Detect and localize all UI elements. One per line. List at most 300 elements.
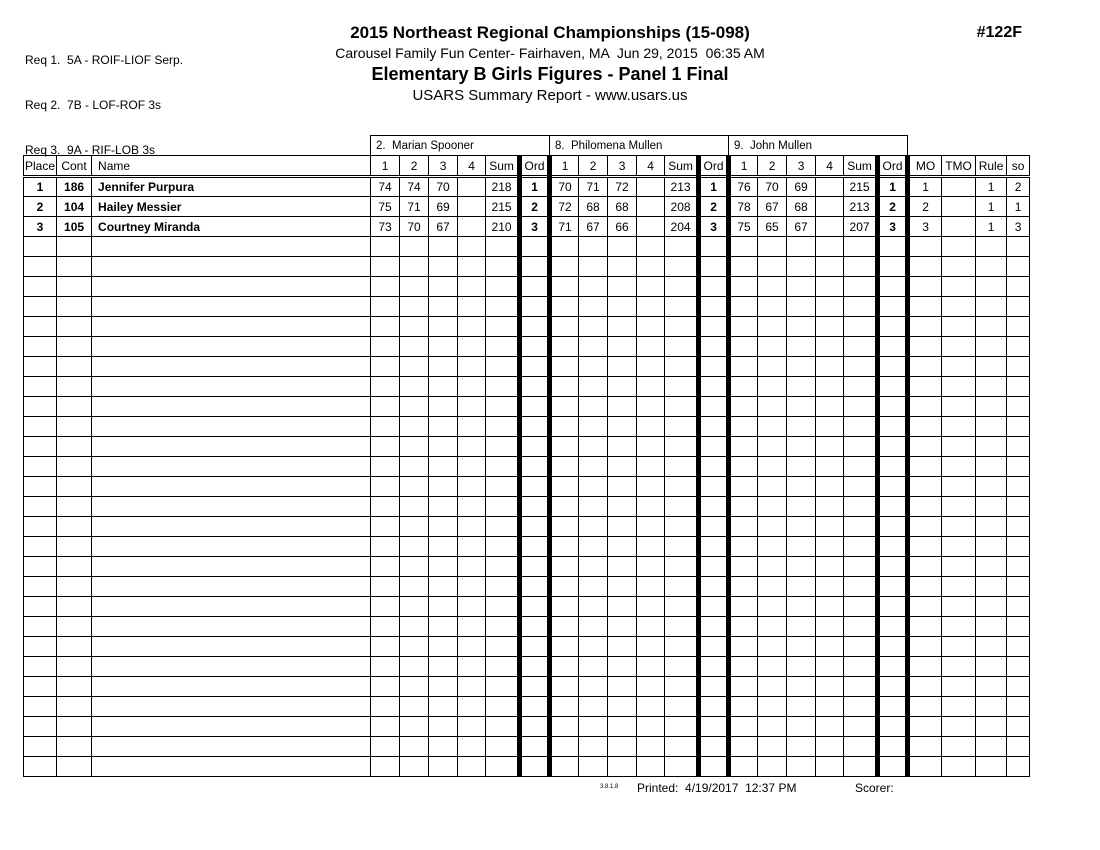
empty-cell <box>844 657 878 677</box>
column-header-judge3-sum: Sum <box>844 156 878 177</box>
empty-cell <box>400 597 429 617</box>
empty-cell <box>942 657 976 677</box>
empty-row <box>24 277 1030 297</box>
empty-cell <box>520 417 550 437</box>
empty-row <box>24 737 1030 757</box>
empty-cell <box>637 237 665 257</box>
empty-cell <box>976 257 1007 277</box>
empty-row <box>24 397 1030 417</box>
empty-cell <box>371 397 400 417</box>
empty-cell <box>400 497 429 517</box>
empty-cell <box>758 657 787 677</box>
empty-cell <box>550 297 579 317</box>
empty-cell <box>579 357 608 377</box>
empty-cell <box>400 557 429 577</box>
empty-cell <box>699 437 729 457</box>
empty-cell <box>92 237 371 257</box>
empty-cell <box>579 637 608 657</box>
empty-cell <box>665 457 699 477</box>
empty-row <box>24 697 1030 717</box>
empty-cell <box>579 557 608 577</box>
column-header-place: Place <box>24 156 57 177</box>
empty-cell <box>787 537 816 557</box>
empty-cell <box>1007 697 1030 717</box>
requirement-line-2: Req 2. 7B - LOF-ROF 3s <box>25 98 162 112</box>
empty-row <box>24 477 1030 497</box>
empty-cell <box>787 757 816 777</box>
empty-cell <box>57 377 92 397</box>
score-cell: 71 <box>579 177 608 197</box>
empty-cell <box>57 397 92 417</box>
empty-cell <box>665 657 699 677</box>
empty-cell <box>758 377 787 397</box>
empty-cell <box>1007 457 1030 477</box>
empty-cell <box>24 277 57 297</box>
empty-cell <box>24 397 57 417</box>
empty-cell <box>608 597 637 617</box>
empty-cell <box>579 577 608 597</box>
empty-cell <box>92 617 371 637</box>
ordinal-cell: 1 <box>878 177 908 197</box>
empty-cell <box>816 637 844 657</box>
empty-cell <box>486 477 520 497</box>
empty-cell <box>458 637 486 657</box>
empty-cell <box>57 277 92 297</box>
score-cell: 67 <box>579 217 608 237</box>
empty-cell <box>24 377 57 397</box>
empty-cell <box>458 497 486 517</box>
empty-row <box>24 717 1030 737</box>
empty-cell <box>57 297 92 317</box>
empty-cell <box>699 537 729 557</box>
empty-cell <box>400 457 429 477</box>
empty-cell <box>699 737 729 757</box>
empty-cell <box>637 497 665 517</box>
empty-cell <box>486 297 520 317</box>
empty-cell <box>24 457 57 477</box>
empty-cell <box>92 657 371 677</box>
empty-cell <box>729 377 758 397</box>
empty-cell <box>24 737 57 757</box>
judge-name-label: 8. Philomena Mullen <box>550 136 729 156</box>
empty-cell <box>787 637 816 657</box>
empty-cell <box>429 657 458 677</box>
empty-cell <box>878 597 908 617</box>
empty-cell <box>429 357 458 377</box>
ordinal-cell: 3 <box>878 217 908 237</box>
empty-cell <box>486 737 520 757</box>
empty-cell <box>24 657 57 677</box>
score-cell: 75 <box>729 217 758 237</box>
empty-cell <box>24 317 57 337</box>
empty-cell <box>458 337 486 357</box>
empty-cell <box>942 757 976 777</box>
empty-cell <box>371 497 400 517</box>
empty-cell <box>637 617 665 637</box>
empty-cell <box>400 617 429 637</box>
score-cell: 70 <box>429 177 458 197</box>
empty-cell <box>758 337 787 357</box>
empty-cell <box>550 337 579 357</box>
column-header-tmo: TMO <box>942 156 976 177</box>
empty-cell <box>758 237 787 257</box>
empty-cell <box>400 437 429 457</box>
empty-cell <box>908 277 942 297</box>
empty-cell <box>57 337 92 357</box>
empty-cell <box>371 537 400 557</box>
empty-cell <box>24 357 57 377</box>
empty-cell <box>486 697 520 717</box>
empty-cell <box>844 277 878 297</box>
empty-cell <box>486 457 520 477</box>
empty-cell <box>608 437 637 457</box>
empty-cell <box>878 337 908 357</box>
empty-cell <box>429 577 458 597</box>
sum-cell: 215 <box>844 177 878 197</box>
empty-cell <box>699 457 729 477</box>
empty-cell <box>942 557 976 577</box>
empty-cell <box>550 477 579 497</box>
score-cell: 65 <box>758 217 787 237</box>
empty-cell <box>942 357 976 377</box>
empty-cell <box>729 397 758 417</box>
empty-cell <box>520 397 550 417</box>
empty-cell <box>458 597 486 617</box>
result-row <box>24 217 1030 237</box>
empty-cell <box>92 257 371 277</box>
empty-cell <box>429 497 458 517</box>
empty-cell <box>579 397 608 417</box>
ordinal-cell: 2 <box>520 197 550 217</box>
empty-cell <box>878 277 908 297</box>
empty-cell <box>844 717 878 737</box>
empty-cell <box>942 517 976 537</box>
score-cell: 69 <box>429 197 458 217</box>
empty-cell <box>637 297 665 317</box>
empty-cell <box>729 417 758 437</box>
empty-cell <box>579 297 608 317</box>
empty-cell <box>816 257 844 277</box>
sum-cell: 210 <box>486 217 520 237</box>
empty-cell <box>371 657 400 677</box>
empty-cell <box>400 537 429 557</box>
empty-cell <box>908 337 942 357</box>
empty-cell <box>429 377 458 397</box>
empty-cell <box>57 657 92 677</box>
empty-cell <box>24 557 57 577</box>
score-cell <box>458 197 486 217</box>
empty-cell <box>665 637 699 657</box>
empty-cell <box>665 737 699 757</box>
empty-cell <box>486 397 520 417</box>
empty-cell <box>579 737 608 757</box>
empty-cell <box>844 617 878 637</box>
empty-cell <box>92 697 371 717</box>
empty-cell <box>908 757 942 777</box>
score-cell <box>458 217 486 237</box>
empty-cell <box>976 677 1007 697</box>
empty-cell <box>699 357 729 377</box>
empty-cell <box>520 537 550 557</box>
empty-cell <box>942 597 976 617</box>
report-type-line: USARS Summary Report - www.usars.us <box>412 87 688 104</box>
empty-cell <box>92 637 371 657</box>
score-cell: 68 <box>579 197 608 217</box>
empty-cell <box>729 257 758 277</box>
empty-cell <box>908 497 942 517</box>
empty-cell <box>976 657 1007 677</box>
empty-cell <box>942 717 976 737</box>
empty-cell <box>729 337 758 357</box>
empty-cell <box>579 457 608 477</box>
empty-cell <box>878 657 908 677</box>
empty-cell <box>24 697 57 717</box>
empty-cell <box>942 257 976 277</box>
column-header-judge3-3: 3 <box>787 156 816 177</box>
empty-cell <box>520 597 550 617</box>
empty-cell <box>486 437 520 457</box>
empty-cell <box>878 737 908 757</box>
empty-cell <box>908 577 942 597</box>
empty-cell <box>579 697 608 717</box>
empty-cell <box>429 717 458 737</box>
ordinal-cell: 3 <box>699 217 729 237</box>
empty-cell <box>878 697 908 717</box>
empty-cell <box>729 237 758 257</box>
empty-cell <box>699 257 729 277</box>
empty-cell <box>429 697 458 717</box>
empty-cell <box>608 637 637 657</box>
empty-cell <box>976 457 1007 477</box>
empty-cell <box>1007 577 1030 597</box>
empty-cell <box>758 297 787 317</box>
empty-cell <box>486 617 520 637</box>
empty-cell <box>729 657 758 677</box>
empty-cell <box>976 637 1007 657</box>
score-cell <box>637 177 665 197</box>
empty-cell <box>429 477 458 497</box>
empty-cell <box>729 437 758 457</box>
score-cell: 70 <box>400 217 429 237</box>
score-cell: 68 <box>608 197 637 217</box>
empty-cell <box>608 697 637 717</box>
empty-cell <box>57 517 92 537</box>
empty-cell <box>579 677 608 697</box>
empty-cell <box>729 497 758 517</box>
column-header-name: Name <box>92 156 371 177</box>
empty-cell <box>758 717 787 737</box>
empty-cell <box>844 397 878 417</box>
empty-cell <box>520 697 550 717</box>
empty-cell <box>1007 277 1030 297</box>
empty-cell <box>400 337 429 357</box>
empty-cell <box>878 357 908 377</box>
empty-cell <box>92 337 371 357</box>
empty-cell <box>486 657 520 677</box>
empty-cell <box>942 337 976 357</box>
empty-cell <box>92 717 371 737</box>
empty-cell <box>57 697 92 717</box>
empty-cell <box>520 617 550 637</box>
empty-cell <box>942 697 976 717</box>
empty-cell <box>400 677 429 697</box>
empty-cell <box>637 397 665 417</box>
empty-cell <box>608 397 637 417</box>
empty-cell <box>458 717 486 737</box>
empty-cell <box>1007 717 1030 737</box>
empty-cell <box>908 657 942 677</box>
empty-cell <box>92 377 371 397</box>
empty-cell <box>976 317 1007 337</box>
empty-cell <box>976 397 1007 417</box>
empty-cell <box>908 237 942 257</box>
score-cell: 72 <box>550 197 579 217</box>
empty-cell <box>908 257 942 277</box>
empty-cell <box>1007 537 1030 557</box>
empty-cell <box>608 257 637 277</box>
empty-cell <box>550 277 579 297</box>
empty-cell <box>1007 657 1030 677</box>
empty-cell <box>942 297 976 317</box>
empty-cell <box>486 597 520 617</box>
empty-cell <box>550 417 579 437</box>
empty-cell <box>486 717 520 737</box>
empty-cell <box>878 637 908 657</box>
empty-cell <box>92 417 371 437</box>
empty-cell <box>758 537 787 557</box>
empty-cell <box>699 557 729 577</box>
empty-cell <box>92 537 371 557</box>
empty-cell <box>579 437 608 457</box>
empty-row <box>24 297 1030 317</box>
empty-cell <box>637 257 665 277</box>
column-header-judge2-3: 3 <box>608 156 637 177</box>
empty-cell <box>942 317 976 337</box>
column-header-judge2-ord: Ord <box>699 156 729 177</box>
empty-cell <box>579 657 608 677</box>
empty-cell <box>878 417 908 437</box>
empty-cell <box>400 237 429 257</box>
empty-cell <box>1007 617 1030 637</box>
empty-cell <box>608 497 637 517</box>
empty-cell <box>787 357 816 377</box>
empty-cell <box>729 597 758 617</box>
empty-cell <box>1007 477 1030 497</box>
empty-cell <box>878 257 908 277</box>
empty-cell <box>24 537 57 557</box>
empty-cell <box>758 257 787 277</box>
column-header-judge3-2: 2 <box>758 156 787 177</box>
empty-cell <box>665 417 699 437</box>
empty-cell <box>844 677 878 697</box>
empty-cell <box>520 677 550 697</box>
empty-cell <box>57 237 92 257</box>
empty-cell <box>57 617 92 637</box>
empty-cell <box>371 677 400 697</box>
empty-cell <box>1007 637 1030 657</box>
empty-cell <box>400 577 429 597</box>
empty-cell <box>844 757 878 777</box>
place-cell: 2 <box>24 197 57 217</box>
empty-cell <box>699 337 729 357</box>
empty-cell <box>787 277 816 297</box>
result-row <box>24 197 1030 217</box>
empty-cell <box>458 257 486 277</box>
empty-cell <box>878 477 908 497</box>
empty-cell <box>976 697 1007 717</box>
empty-cell <box>371 257 400 277</box>
empty-cell <box>976 757 1007 777</box>
empty-row <box>24 457 1030 477</box>
empty-cell <box>976 337 1007 357</box>
empty-cell <box>758 677 787 697</box>
empty-cell <box>637 737 665 757</box>
empty-cell <box>371 317 400 337</box>
empty-cell <box>429 437 458 457</box>
place-cell: 3 <box>24 217 57 237</box>
empty-cell <box>816 677 844 697</box>
empty-cell <box>400 737 429 757</box>
empty-cell <box>458 697 486 717</box>
empty-cell <box>429 637 458 657</box>
column-header-judge3-1: 1 <box>729 156 758 177</box>
empty-cell <box>637 357 665 377</box>
empty-cell <box>976 297 1007 317</box>
column-header-judge2-sum: Sum <box>665 156 699 177</box>
empty-cell <box>400 377 429 397</box>
empty-cell <box>816 417 844 437</box>
column-header-judge3-ord: Ord <box>878 156 908 177</box>
empty-cell <box>878 437 908 457</box>
contestant-number-cell: 186 <box>57 177 92 197</box>
empty-cell <box>550 357 579 377</box>
empty-cell <box>371 737 400 757</box>
empty-cell <box>816 557 844 577</box>
sum-cell: 204 <box>665 217 699 237</box>
empty-cell <box>729 477 758 497</box>
empty-cell <box>608 717 637 737</box>
empty-cell <box>787 597 816 617</box>
ordinal-cell: 1 <box>520 177 550 197</box>
empty-cell <box>371 517 400 537</box>
empty-cell <box>550 397 579 417</box>
empty-cell <box>520 237 550 257</box>
empty-cell <box>908 377 942 397</box>
empty-cell <box>458 477 486 497</box>
empty-cell <box>1007 677 1030 697</box>
empty-cell <box>400 477 429 497</box>
empty-cell <box>458 237 486 257</box>
so-cell: 2 <box>1007 177 1030 197</box>
empty-cell <box>550 657 579 677</box>
empty-cell <box>400 757 429 777</box>
empty-cell <box>844 577 878 597</box>
empty-cell <box>371 277 400 297</box>
empty-row <box>24 757 1030 777</box>
empty-row <box>24 537 1030 557</box>
empty-cell <box>520 357 550 377</box>
empty-cell <box>878 317 908 337</box>
empty-cell <box>429 517 458 537</box>
empty-cell <box>429 417 458 437</box>
empty-cell <box>579 617 608 637</box>
empty-cell <box>1007 557 1030 577</box>
empty-cell <box>550 537 579 557</box>
rule-cell: 1 <box>976 217 1007 237</box>
judge-header-row <box>24 136 1030 156</box>
empty-cell <box>816 597 844 617</box>
empty-row <box>24 497 1030 517</box>
